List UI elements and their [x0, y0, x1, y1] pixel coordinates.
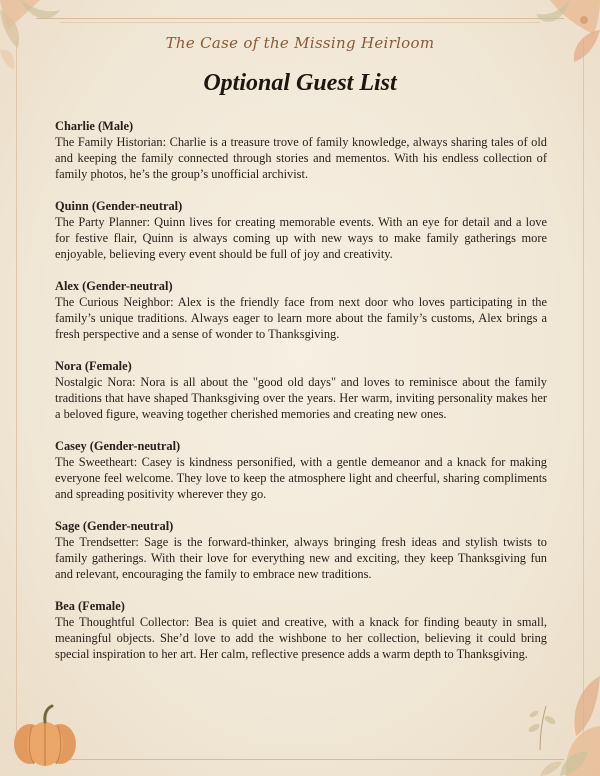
- border-line-bottom: [36, 759, 564, 760]
- guest-description: The Trendsetter: Sage is the forward-thinker, always bringing fresh ideas and stylish twists to family gatherings. With their love for everything new and exciting, they keep Thanksgiving fun and relevant, encouraging the family to embrace new traditions.: [55, 535, 547, 581]
- guest-description: The Sweetheart: Casey is kindness personified, with a gentle demeanor and a knack for making everyone feel welcome. They love to keep the atmosphere light and cheerful, sharing compliments and spreading positivity wherever they go.: [55, 455, 547, 501]
- guest-name: Casey (Gender-neutral): [55, 439, 181, 453]
- document-subtitle: The Case of the Missing Heirloom: [165, 34, 435, 52]
- guest-list: [55, 118, 547, 678]
- guest-name: Charlie (Male): [55, 119, 134, 133]
- border-line-top-inner: [60, 22, 540, 23]
- guest-name: Bea (Female): [55, 599, 125, 613]
- page-title: Optional Guest List: [203, 70, 397, 96]
- leaf-sprig-icon: [520, 700, 560, 750]
- guest-entry-sage: [55, 518, 547, 582]
- guest-description: The Family Historian: Charlie is a treasure trove of family knowledge, always sharing tales of old and keeping the family connected through stories and mementos. With his endless collection of family photos, he’s the group’s unofficial archivist.: [55, 135, 547, 181]
- guest-name: Nora (Female): [55, 359, 132, 373]
- pumpkin-icon: [10, 700, 80, 770]
- guest-description: The Curious Neighbor: Alex is the friendly face from next door who loves participating in the family’s unique traditions. Always eager to learn more about the family’s customs, Alex brings a fresh perspective and a sense of wonder to Thanksgiving.: [55, 295, 547, 341]
- guest-entry-casey: [55, 438, 547, 502]
- guest-description: The Party Planner: Quinn lives for creating memorable events. With an eye for detail and a love for festive flair, Quinn is always coming up with new ways to make family gatherings more enjoyable, believing every event should be full of joy and creativity.: [55, 215, 547, 261]
- guest-entry-bea: [55, 598, 547, 662]
- border-line-left: [16, 40, 17, 736]
- guest-description: The Thoughtful Collector: Bea is quiet and creative, with a knack for finding beauty in small, meaningful objects. She’d love to add the wishbone to her collection, believing it could bring special inspiration to her art. Her calm, reflective presence adds a warm depth to Thanksgiving.: [55, 615, 547, 661]
- border-line-right: [583, 40, 584, 736]
- guest-entry-alex: [55, 278, 547, 342]
- guest-entry-quinn: [55, 198, 547, 262]
- guest-name: Alex (Gender-neutral): [55, 279, 173, 293]
- guest-entry-nora: [55, 358, 547, 422]
- guest-description: Nostalgic Nora: Nora is all about the "good old days" and loves to reminisce about the family traditions that have shaped Thanksgiving over the years. Her warm, inviting personality makes her a beloved figure, weaving together cherished memories and creating new ones.: [55, 375, 547, 421]
- guest-name: Quinn (Gender-neutral): [55, 199, 183, 213]
- guest-name: Sage (Gender-neutral): [55, 519, 174, 533]
- guest-entry-charlie: [55, 118, 547, 182]
